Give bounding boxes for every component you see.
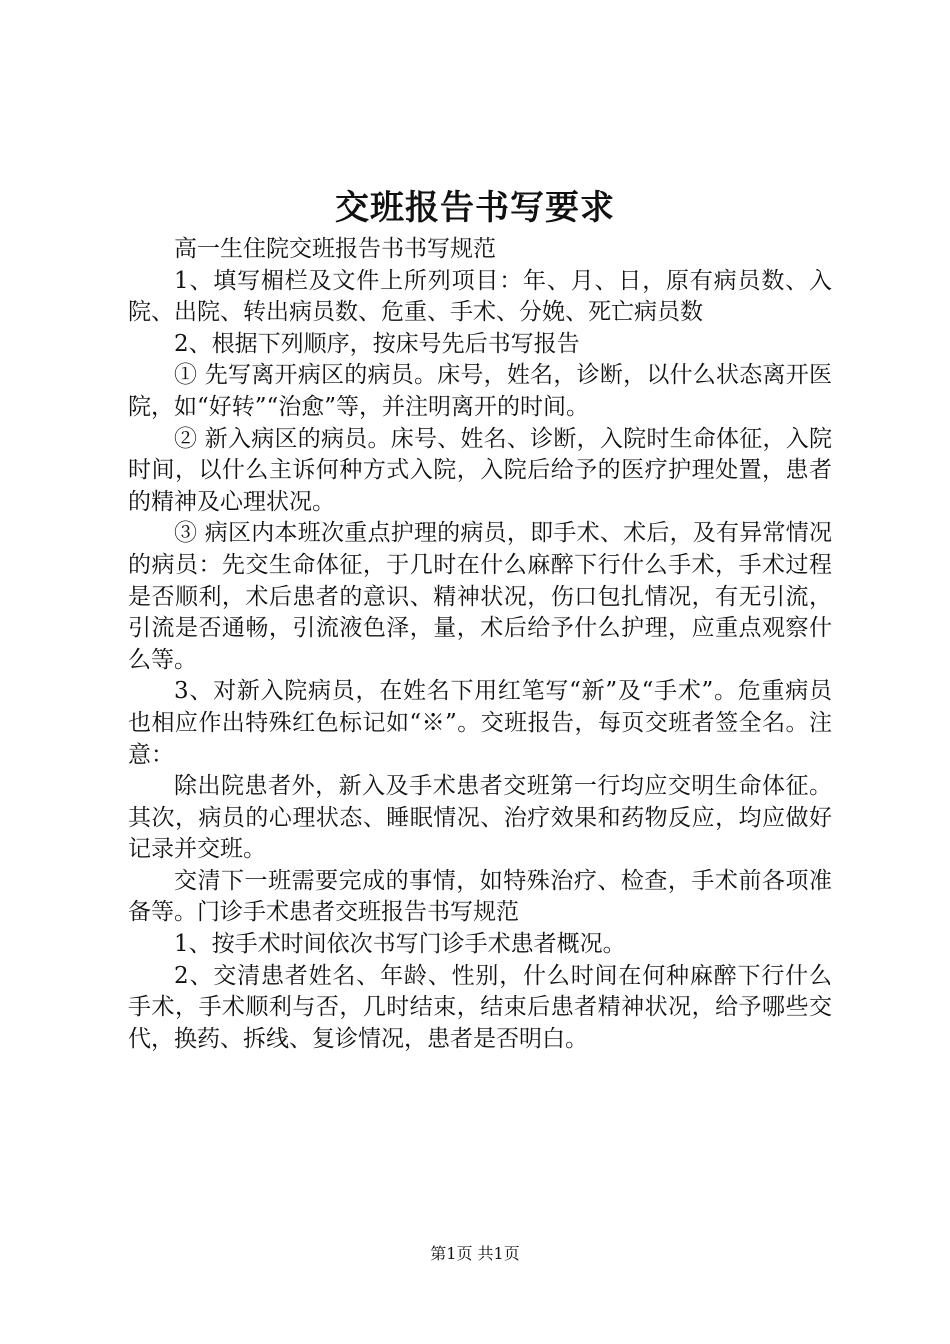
paragraph: 交清下一班需要完成的事情，如特殊治疗、检查，手术前各项准备等。门诊手术患者交班报告书写规范 — [128, 867, 832, 926]
paragraph: ③ 病区内本班次重点护理的病员，即手术、术后，及有异常情况的病员：先交生命体征，于几时在什么麻醉下行什么手术，手术过程是否顺利，术后患者的意识、精神状况，伤口包扎情况，有无引流，引流是否通畅，引流液色泽，量，术后给予什么护理，应重点观察什么等。 — [128, 520, 832, 673]
document-body — [128, 234, 832, 1055]
page-footer: 第1页 共1页 — [430, 1244, 520, 1263]
paragraph: ① 先写离开病区的病员。床号，姓名，诊断，以什么状态离开医院，如“好转”“治愈”等，并注明离开的时间。 — [128, 362, 832, 420]
paragraph: 除出院患者外，新入及手术患者交班第一行均应交明生命体征。其次，病员的心理状态、睡眠情况、治疗效果和药物反应，均应做好记录并交班。 — [128, 773, 832, 863]
paragraph: 2、根据下列顺序，按床号先后书写报告 — [174, 330, 580, 357]
paragraph: 1、填写楣栏及文件上所列项目：年、月、日，原有病员数、入院、出院、转出病员数、危重、手术、分娩、死亡病员数 — [128, 267, 832, 326]
paragraph: 3、对新入院病员，在姓名下用红笔写“新”及“手术”。危重病员也相应作出特殊红色标记如“※”。交班报告，每页交班者签全名。注意： — [128, 678, 832, 768]
paragraph: 高一生住院交班报告书书写规范 — [174, 236, 496, 262]
document-title: 交班报告书写要求 — [335, 188, 615, 228]
paragraph: ② 新入病区的病员。床号、姓名、诊断，入院时生命体征，入院时间，以什么主诉何种方式入院，入院后给予的医疗护理处置，患者的精神及心理状况。 — [128, 425, 832, 515]
paragraph: 1、按手术时间依次书写门诊手术患者概况。 — [174, 931, 626, 958]
paragraph: 2、交清患者姓名、年龄、性别，什么时间在何种麻醉下行什么手术，手术顺利与否，几时结束，结束后患者精神状况，给予哪些交代，换药、拆线、复诊情况，患者是否明白。 — [128, 962, 832, 1052]
